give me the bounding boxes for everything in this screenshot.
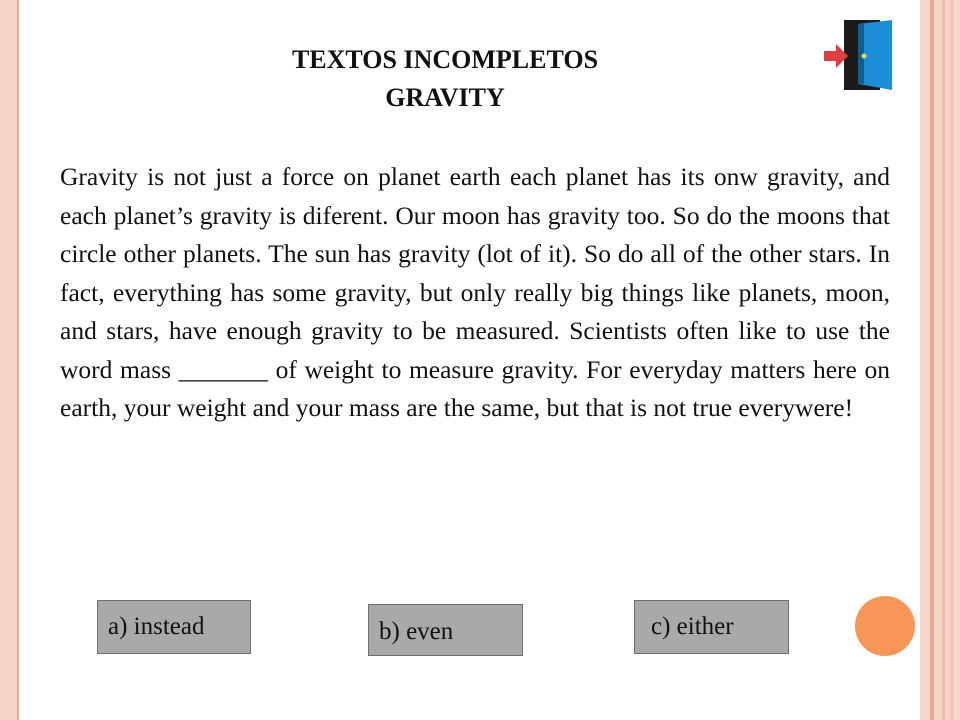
option-c-button[interactable]: c) either	[634, 600, 789, 654]
right-frame-bar	[920, 0, 960, 720]
option-a-button[interactable]: a) instead	[97, 600, 251, 654]
slide-title: TEXTOS INCOMPLETOS	[291, 45, 599, 74]
left-frame-bar	[0, 0, 17, 720]
slide-subtitle: GRAVITY	[385, 83, 505, 112]
option-b-button[interactable]: b) even	[368, 604, 523, 656]
left-frame-line	[17, 0, 19, 720]
orange-circle-decoration	[855, 596, 915, 656]
exit-door-icon[interactable]	[822, 18, 900, 94]
passage-text: Gravity is not just a force on planet earth each planet has its onw gravity, and each planet’s gravity is diferent. Our moon has gravity too. So do the moons that circle other planets. The sun has gravity (lot of it). So do all of the other stars. In fact, everything has some gravity, but only really big things like planets, moon, and stars, have enough gravity to be measured. Scientists often like to use the word mass _______ of weight to measure gravity. For everyday matters here on earth, your weight and your mass are the same, but that is not true everywere!	[60, 162, 890, 422]
